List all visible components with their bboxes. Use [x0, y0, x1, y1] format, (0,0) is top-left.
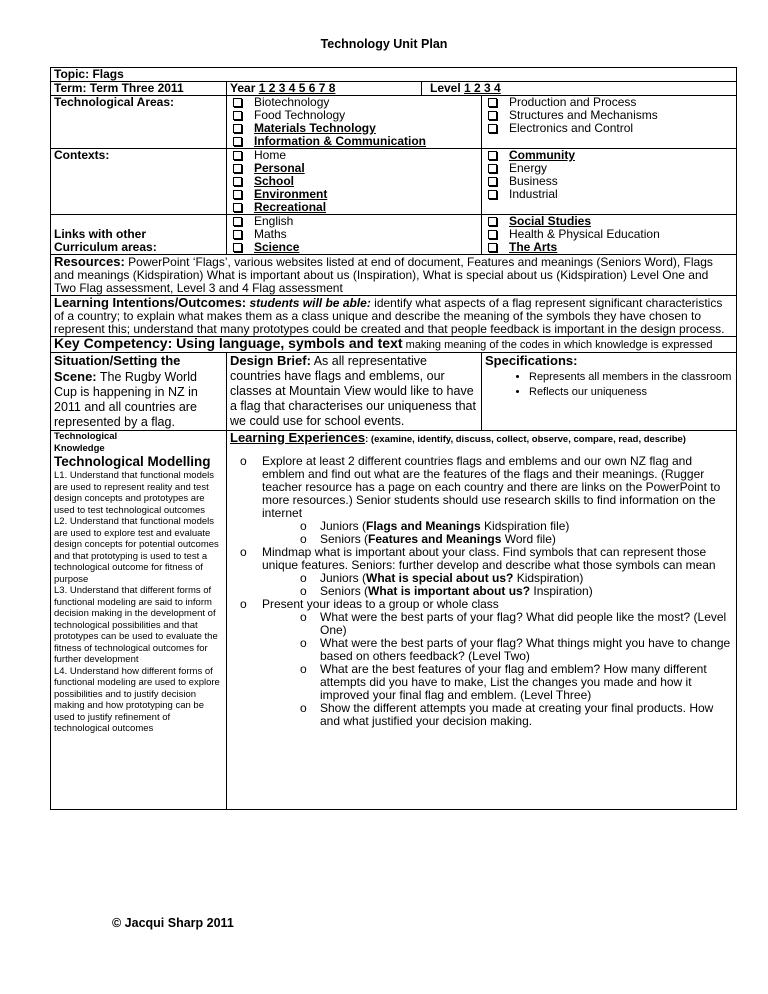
- year-values: 1 2 3 4 5 6 7 8: [258, 81, 336, 95]
- links-left-list: [227, 215, 482, 255]
- checkbox-label: Home: [254, 149, 287, 162]
- checkbox-icon: [233, 177, 242, 186]
- situation-cell: [51, 353, 227, 431]
- topic-row: [51, 68, 737, 82]
- checkbox-item: [230, 135, 478, 148]
- level-cell: [422, 82, 737, 96]
- learning-intentions-row: [51, 296, 737, 337]
- design-brief-text: As all representative countries have flags and emblems, our classes at Mountain View would like to have a flag that characterises our uniqueness that we could use for school events.: [230, 354, 476, 428]
- tech-areas-label: Technological Areas:: [51, 96, 227, 149]
- checkbox-icon: [233, 230, 242, 239]
- specifications-cell: [482, 353, 737, 431]
- list-item-bold: Flags and Meanings: [366, 519, 481, 533]
- checkbox-item: [485, 96, 733, 109]
- checkbox-label: Maths: [254, 228, 287, 241]
- tech-knowledge-cell: [51, 431, 227, 810]
- bullet-circle-icon: o: [240, 454, 247, 468]
- checkbox-label: English: [254, 215, 294, 228]
- list-item-text: Juniors (: [320, 571, 367, 585]
- list-item-bold: Features and Meanings: [368, 532, 502, 546]
- contexts-row: [51, 149, 737, 215]
- checkbox-item: [485, 109, 733, 122]
- checkbox-icon: [488, 177, 497, 186]
- list-item-bold: What is special about us?: [366, 571, 514, 585]
- checkbox-label: Food Technology: [254, 109, 346, 122]
- tech-areas-row: [51, 96, 737, 149]
- checkbox-icon: [233, 243, 242, 252]
- links-right-list: [482, 215, 737, 255]
- list-item: [230, 546, 733, 572]
- specification-item: • Represents all members in the classroom: [529, 371, 733, 384]
- bullet-circle-icon: o: [300, 610, 307, 624]
- key-competency-row: [51, 337, 737, 353]
- checkbox-icon: [233, 111, 242, 120]
- bullet-circle-icon: o: [240, 545, 247, 559]
- bullet-circle-icon: o: [300, 532, 307, 546]
- checkbox-icon: [488, 164, 497, 173]
- term-label: Term: Term Three 2011: [51, 82, 227, 96]
- checkbox-item: [230, 96, 478, 109]
- year-cell: [227, 82, 422, 96]
- checkbox-label: Production and Process: [509, 96, 637, 109]
- checkbox-label: Electronics and Control: [509, 122, 634, 135]
- learning-experiences-label: Learning Experiences: [230, 430, 366, 445]
- list-item-bold: What is important about us?: [368, 584, 531, 598]
- tech-knowledge-label: Technological Knowledge: [54, 431, 118, 454]
- bullet-circle-icon: o: [300, 584, 307, 598]
- checkbox-icon: [233, 98, 242, 107]
- tech-areas-right-list: [482, 96, 737, 149]
- checkbox-item: [230, 201, 478, 214]
- checkbox-item: [485, 175, 733, 188]
- links-row: [51, 215, 737, 255]
- checkbox-label: Materials Technology: [254, 122, 376, 135]
- list-item-text: What were the best parts of your flag? What things might you have to change based on others feedback? (Level Two): [320, 636, 731, 663]
- checkbox-item: [485, 162, 733, 175]
- checkbox-item: [485, 149, 733, 162]
- specifications-label: Specifications:: [485, 353, 578, 368]
- learning-intentions-cell: [51, 296, 737, 337]
- learning-experiences-cell: [227, 431, 737, 810]
- bullet-circle-icon: o: [240, 597, 247, 611]
- checkbox-label: Health & Physical Education: [509, 228, 660, 241]
- links-label-line1: Links with other: [54, 227, 147, 241]
- contexts-left-list: [227, 149, 482, 215]
- checkbox-icon: [488, 190, 497, 199]
- checkbox-icon: [233, 164, 242, 173]
- key-competency-cell: [51, 337, 737, 353]
- checkbox-icon: [488, 217, 497, 226]
- checkbox-label: School: [254, 175, 295, 188]
- unit-plan-table: [50, 67, 737, 810]
- tech-modelling-text: L1. Understand that functional models are used to represent reality and test design concepts and prototypes are used to test technological outcomes L2. Understand that functional models are used to explore test and evaluate design concepts for potential outcomes and that prototyping is used to test a technological outcome for fitness of purpose L3. Understand that different forms of functional modeling are said to inform decision making in the development of technological possibilities and that prototypes can be used to evaluate the fitness of technological outcomes for further development L4. Understand how different forms of functional modeling are used to explore possibilities and to justify decision making and how prototyping can be used to justify refinement of technological outcomes: [54, 470, 220, 734]
- checkbox-label: Recreational: [254, 201, 327, 214]
- level-values: 1 2 3 4: [464, 81, 501, 95]
- list-item-text: Mindmap what is important about your class. Find symbols that can represent those unique features. Seniors: further develop and describe what those symbols can mean: [262, 545, 716, 572]
- checkbox-label: Industrial: [509, 188, 558, 201]
- list-item: [230, 611, 733, 637]
- checkbox-icon: [488, 243, 497, 252]
- list-item-text: What are the best features of your flag and emblem? How many different attempts did you have to make, List the changes you made and how it improved your final flag and emblem. (Level Three): [320, 662, 707, 702]
- checkbox-item: [230, 241, 478, 254]
- key-competency-label: Key Competency: Using language, symbols and text: [54, 335, 403, 351]
- checkbox-label: Energy: [509, 162, 548, 175]
- checkbox-item: [230, 162, 478, 175]
- checkbox-label: Biotechnology: [254, 96, 330, 109]
- resources-row: [51, 255, 737, 296]
- tech-areas-left-list: [227, 96, 482, 149]
- checkbox-icon: [233, 203, 242, 212]
- checkbox-label: Business: [509, 175, 558, 188]
- resources-label: Resources:: [54, 254, 125, 269]
- checkbox-icon: [488, 98, 497, 107]
- bullet-circle-icon: o: [300, 701, 307, 715]
- checkbox-icon: [233, 151, 242, 160]
- checkbox-item: [485, 228, 733, 241]
- list-item-text: Word file): [501, 532, 556, 546]
- resources-cell: [51, 255, 737, 296]
- resources-text: PowerPoint ‘Flags’, various websites listed at end of document, Features and meanings (Seniors Word), Flags and meanings (Kidspiration) What is important about us (Inspiration), What is special about us (Kidspiration) Level One and Two Flag assessment, Level 3 and 4 Flag assessment: [54, 255, 713, 295]
- links-label: [51, 215, 227, 255]
- checkbox-item: [230, 175, 478, 188]
- level-label: Level: [430, 81, 465, 95]
- design-brief-label: Design Brief:: [230, 353, 311, 368]
- checkbox-label: The Arts: [509, 241, 558, 254]
- checkbox-item: [230, 215, 478, 228]
- design-brief-cell: [227, 353, 482, 431]
- checkbox-label: Social Studies: [509, 215, 592, 228]
- list-item-text: Present your ideas to a group or whole class: [262, 597, 499, 611]
- list-item-text: Show the different attempts you made at creating your final products. How and what justified your decision making.: [320, 701, 714, 728]
- topic-label: Topic: Flags: [51, 68, 737, 82]
- key-competency-text: making meaning of the codes in which knowledge is expressed: [402, 339, 713, 351]
- list-item-text: Kidspiration file): [480, 519, 570, 533]
- checkbox-icon: [488, 151, 497, 160]
- checkbox-label: Structures and Mechanisms: [509, 109, 658, 122]
- list-item-text: Kidspiration): [513, 571, 584, 585]
- learning-intentions-label: Learning Intentions/Outcomes:: [54, 295, 247, 310]
- list-item: [230, 455, 733, 520]
- situation-text: The Rugby World Cup is happening in NZ in 2011 and all countries are represented by a flag.: [54, 370, 198, 429]
- checkbox-icon: [233, 137, 242, 146]
- list-item-text: Seniors (: [320, 584, 369, 598]
- checkbox-icon: [233, 217, 242, 226]
- list-item-text: Seniors (: [320, 532, 369, 546]
- checkbox-item: [230, 109, 478, 122]
- checkbox-item: [485, 215, 733, 228]
- list-item: [230, 702, 733, 728]
- learning-intentions-students: students will be able:: [249, 296, 371, 310]
- checkbox-icon: [488, 111, 497, 120]
- checkbox-label: Personal: [254, 162, 305, 175]
- knowledge-row: [51, 431, 737, 810]
- checkbox-icon: [233, 124, 242, 133]
- bullet-circle-icon: o: [300, 571, 307, 585]
- checkbox-item: [230, 228, 478, 241]
- list-item-text: What were the best parts of your flag? What did people like the most? (Level One): [320, 610, 727, 637]
- tech-modelling-label: Technological Modelling: [54, 454, 211, 469]
- specification-item: • Reflects our uniqueness: [529, 386, 733, 399]
- checkbox-item: [230, 122, 478, 135]
- checkbox-label: Science: [254, 241, 300, 254]
- scenario-row: [51, 353, 737, 431]
- year-label: Year: [230, 81, 259, 95]
- contexts-label: Contexts:: [51, 149, 227, 215]
- links-label-line2: Curriculum areas:: [54, 240, 157, 254]
- situation-label: Situation/Setting the Scene:: [54, 353, 181, 384]
- checkbox-item: [485, 241, 733, 254]
- list-item-text: Inspiration): [530, 584, 593, 598]
- checkbox-item: [230, 149, 478, 162]
- document-title: Technology Unit Plan: [320, 37, 448, 51]
- bullet-circle-icon: o: [300, 636, 307, 650]
- checkbox-item: [485, 188, 733, 201]
- checkbox-item: [485, 122, 733, 135]
- list-item-text: Explore at least 2 different countries flags and emblems and our own NZ flag and emblem and find out what are the features of the flags and their meanings. (Rugger teacher resource has a page on each country and there are links on the PowerPoint to more resources.) Senior students should use research skills to find information on the internet: [262, 454, 721, 520]
- contexts-right-list: [482, 149, 737, 215]
- bullet-circle-icon: o: [300, 662, 307, 676]
- list-item: [230, 637, 733, 663]
- specifications-list: [485, 371, 733, 399]
- checkbox-label: Information & Communication: [254, 135, 426, 148]
- list-item-text: Juniors (: [320, 519, 367, 533]
- copyright-footer: © Jacqui Sharp 2011: [112, 916, 234, 930]
- term-row: [51, 82, 737, 96]
- checkbox-label: Community: [509, 149, 575, 162]
- checkbox-icon: [488, 230, 497, 239]
- list-item: [230, 663, 733, 702]
- checkbox-icon: [233, 190, 242, 199]
- learning-experiences-verbs: : (examine, identify, discuss, collect, observe, compare, read, describe): [365, 434, 686, 445]
- checkbox-item: [230, 188, 478, 201]
- learning-intentions-text: identify what aspects of a flag represent significant characteristics of a country; to explain what makes them as a class unique and describe the meaning of the symbols they have chosen to represent this; understand that many prototypes could be created and that people feedback is important in the design process.: [54, 296, 725, 336]
- checkbox-icon: [488, 124, 497, 133]
- checkbox-label: Environment: [254, 188, 328, 201]
- bullet-circle-icon: o: [300, 519, 307, 533]
